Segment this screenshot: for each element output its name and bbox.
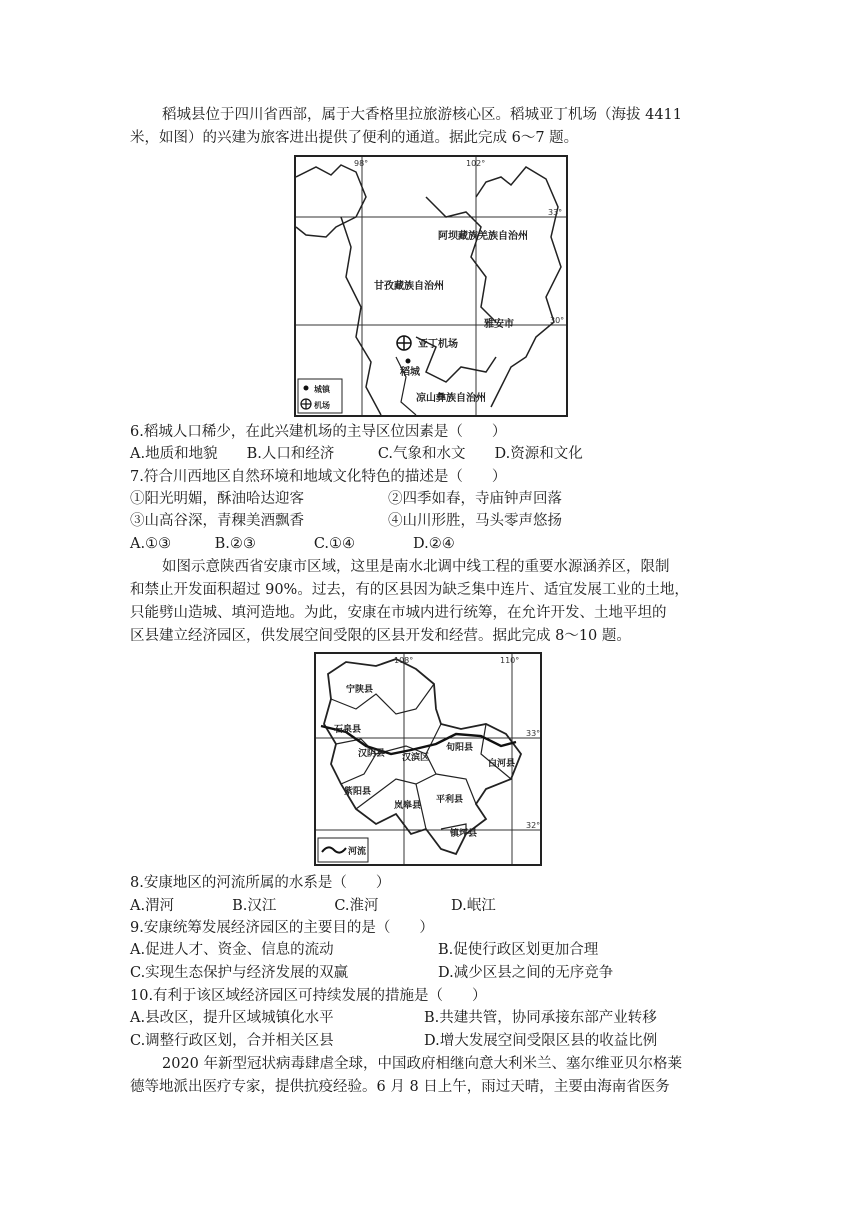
q9-option-c: C.实现生态保护与经济发展的双赢 — [130, 965, 349, 981]
daocheng-map — [294, 155, 568, 417]
legend-river-label: 河流 — [348, 847, 367, 857]
q10-option-a: A.县改区，提升区域城镇化水平 — [130, 1010, 334, 1026]
map1-lat2: 30° — [550, 316, 565, 325]
intro3-line1: 2020 年新型冠状病毒肆虐全球，中国政府相继向意大利米兰、塞尔维亚贝尔格莱 — [162, 1056, 683, 1072]
map1-lat1: 33° — [548, 208, 563, 217]
label-baihe: 白河县 — [488, 759, 516, 769]
label-hanyin: 汉阴县 — [358, 749, 386, 759]
boundary-aba-ganzi — [426, 197, 496, 322]
label-xunyang: 旬阳县 — [446, 743, 474, 753]
boundary-north — [296, 165, 366, 237]
q6-options: A.地质和地貌 B.人口和经济 C.气象和水文 D.资源和文化 — [130, 446, 583, 462]
intro2-line3: 只能劈山造城、填河造地。为此，安康在市城内进行统筹，在允许开发、土地平坦的 — [130, 605, 667, 621]
map2-lon1: 108° — [394, 656, 414, 665]
ankang-map — [314, 652, 542, 866]
q7-option-1: ①阳光明媚，酥油哈达迎客 — [130, 491, 304, 507]
q10-stem: 10.有利于该区域经济园区可持续发展的措施是（ ） — [130, 988, 487, 1004]
boundary-daocheng — [396, 357, 416, 415]
q6-stem: 6.稻城人口稀少，在此兴建机场的主导区位因素是（ ） — [130, 424, 507, 440]
map1-lon2: 102° — [466, 159, 486, 168]
map2-lon2: 110° — [500, 656, 520, 665]
label-aba: 阿坝藏族羌族自治州 — [438, 231, 528, 242]
label-daocheng: 稻城 — [400, 367, 420, 378]
boundary-xunyang — [426, 724, 441, 754]
q10-option-d: D.增大发展空间受限区县的收益比例 — [424, 1033, 658, 1049]
intro2-line4: 区县建立经济园区，供发展空间受限的区县开发和经营。据此完成 8～10 题。 — [130, 628, 631, 644]
q10-option-b: B.共建共管，协同承接东部产业转移 — [424, 1010, 657, 1026]
label-ningshan: 宁陕县 — [346, 685, 374, 695]
boundary-east — [476, 167, 561, 407]
q7-option-2: ②四季如春，寺庙钟声回落 — [388, 491, 562, 507]
intro1-line1: 稻城县位于四川省西部，属于大香格里拉旅游核心区。稻城亚丁机场（海拔 4411 — [162, 107, 683, 123]
town-dot-icon — [406, 359, 411, 364]
q7-answers: A.①③ B.②③ C.①④ D.②④ — [130, 536, 455, 552]
boundary-hanyin — [336, 739, 376, 784]
q7-option-4: ④山川形胜，马头零声悠扬 — [388, 513, 562, 529]
legend-airport-label: 机场 — [314, 401, 330, 410]
q9-option-a: A.促进人才、资金、信息的流动 — [130, 942, 334, 958]
q9-stem: 9.安康统筹发展经济园区的主要目的是（ ） — [130, 920, 434, 936]
q9-option-b: B.促使行政区划更加合理 — [438, 942, 599, 958]
daocheng-map-svg — [296, 157, 566, 415]
label-ziyang: 紫阳县 — [344, 787, 372, 797]
intro1-line2: 米，如图）的兴建为旅客进出提供了便利的通道。据此完成 6～7 题。 — [130, 130, 579, 146]
intro2-line1: 如图示意陕西省安康市区域，这里是南水北调中线工程的重要水源涵养区，限制 — [162, 559, 670, 575]
label-liangshan: 凉山彝族自治州 — [416, 393, 486, 404]
q8-options: A.渭河 B.汉江 C.淮河 D.岷江 — [130, 898, 496, 914]
label-langao: 岚皋县 — [394, 801, 422, 811]
intro2-line2: 和禁止开发面积超过 90%。过去，有的区县因为缺乏集中连片、适宜发展工业的土地， — [130, 582, 689, 598]
map2-lat1: 33° — [526, 729, 540, 738]
label-ganzi: 甘孜藏族自治州 — [374, 281, 444, 292]
label-airport: 亚丁机场 — [418, 339, 458, 350]
q8-stem: 8.安康地区的河流所属的水系是（ ） — [130, 875, 391, 891]
label-shiquan: 石泉县 — [334, 725, 362, 735]
q9-option-d: D.减少区县之间的无序竞争 — [438, 965, 614, 981]
map2-lat2: 32° — [526, 821, 540, 830]
legend-town-label: 城镇 — [314, 385, 330, 394]
intro3-line2: 德等地派出医疗专家，提供抗疫经验。6 月 8 日上午，雨过天晴，主要由海南省医务 — [130, 1079, 670, 1095]
map1-lon1: 98° — [354, 159, 369, 168]
label-hanbin: 汉滨区 — [402, 753, 430, 763]
airport-icon — [397, 336, 411, 350]
label-yaan: 雅安市 — [484, 319, 514, 330]
boundary-west — [341, 217, 381, 415]
ankang-map-svg — [316, 654, 540, 864]
legend-airport-icon — [301, 399, 311, 409]
q7-option-3: ③山高谷深，青稞美酒飘香 — [130, 513, 304, 529]
boundary-baihe — [481, 724, 511, 779]
q10-option-c: C.调整行政区划，合并相关区县 — [130, 1033, 334, 1049]
label-pingli: 平利县 — [436, 795, 464, 805]
q7-stem: 7.符合川西地区自然环境和地域文化特色的描述是（ ） — [130, 469, 507, 485]
legend-town-icon — [304, 386, 309, 391]
label-zhenping: 镇坪县 — [450, 829, 478, 839]
